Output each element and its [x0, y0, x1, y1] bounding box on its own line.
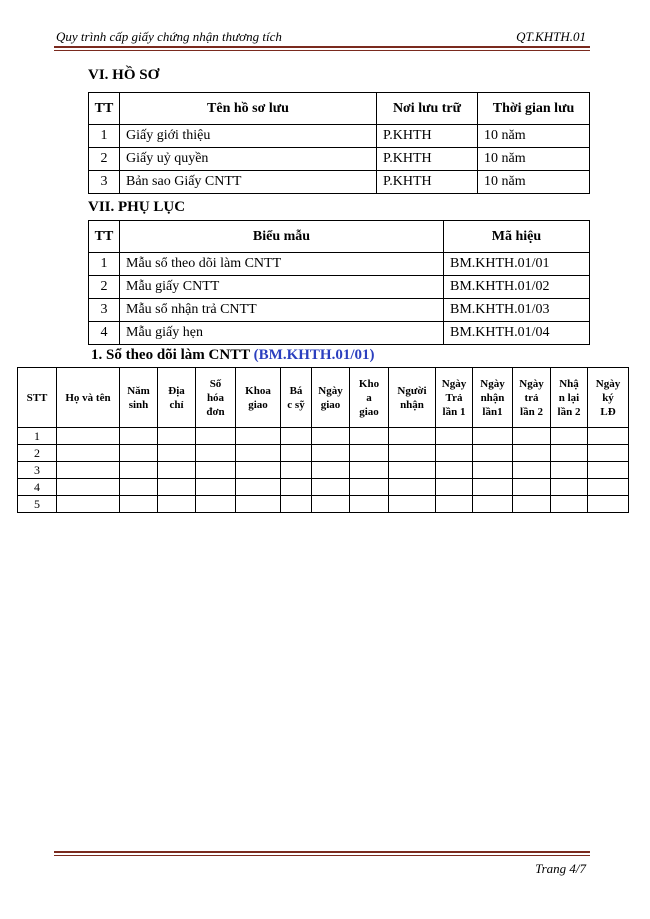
table-cell: P.KHTH — [377, 171, 478, 194]
table-cell — [57, 479, 120, 496]
column-header — [588, 368, 629, 428]
table-cell — [551, 445, 588, 462]
table-cell — [436, 496, 473, 513]
table-cell — [513, 445, 551, 462]
table-cell — [389, 445, 436, 462]
table-cell — [196, 479, 236, 496]
column-header — [18, 368, 57, 428]
section-phu-luc-title: VII. PHỤ LỤC — [88, 199, 186, 215]
table-cell — [236, 445, 281, 462]
table-cell: Giấy uỷ quyền — [120, 148, 377, 171]
table-cell — [312, 445, 350, 462]
table-cell — [158, 428, 196, 445]
table-cell: BM.KHTH.01/04 — [444, 322, 590, 345]
table-cell — [196, 428, 236, 445]
table-cell: 4 — [89, 322, 120, 345]
table-cell — [350, 445, 389, 462]
column-header-line: Địa — [168, 384, 185, 397]
table-cell — [473, 496, 513, 513]
tracking-table — [17, 367, 629, 513]
table-cell — [350, 462, 389, 479]
column-header-line: Bá — [289, 384, 303, 397]
table-cell — [120, 445, 158, 462]
table-cell — [281, 496, 312, 513]
table-cell: Mẫu sổ theo dõi làm CNTT — [120, 253, 444, 276]
table-cell — [588, 428, 629, 445]
table-cell — [281, 445, 312, 462]
table-row — [89, 276, 590, 299]
table-cell: Bản sao Giấy CNTT — [120, 171, 377, 194]
table-cell — [551, 479, 588, 496]
column-header-line: Trả — [445, 391, 463, 404]
page-header — [56, 29, 588, 45]
table-row — [18, 428, 629, 445]
column-header-line: lần 1 — [442, 405, 466, 418]
column-header-line: chỉ — [169, 398, 184, 411]
table-cell: Giấy giới thiệu — [120, 125, 377, 148]
table-cell — [236, 462, 281, 479]
column-header-line: Năm — [127, 384, 150, 397]
column-header-line: lần 2 — [557, 405, 581, 418]
column-header-line: Ngày — [441, 377, 467, 390]
column-header: Mã hiệu — [444, 221, 590, 253]
table-row — [18, 462, 629, 479]
table-cell — [158, 496, 196, 513]
table-cell: P.KHTH — [377, 125, 478, 148]
table-cell — [389, 428, 436, 445]
column-header-line: Ngày — [519, 377, 544, 390]
table-cell — [196, 445, 236, 462]
table-cell — [436, 428, 473, 445]
column-header-line: ký — [602, 391, 614, 404]
table-cell: 3 — [89, 171, 120, 194]
table-cell: 1 — [18, 428, 57, 445]
header-rule — [54, 46, 590, 51]
column-header-line: c sỹ — [287, 398, 305, 411]
column-header-line: trả — [524, 391, 539, 404]
table-row — [89, 299, 590, 322]
table-cell: 10 năm — [478, 148, 590, 171]
table-row — [89, 171, 590, 194]
column-header-line: nhận — [400, 398, 424, 411]
column-header — [312, 368, 350, 428]
table-cell — [120, 462, 158, 479]
column-header — [551, 368, 588, 428]
column-header — [281, 368, 312, 428]
column-header-line: Ngày — [480, 377, 505, 390]
column-header-line: giao — [359, 405, 379, 418]
table-cell — [588, 445, 629, 462]
column-header-line: Kho — [358, 377, 380, 390]
records-table — [88, 92, 590, 194]
table-cell — [236, 428, 281, 445]
table-cell — [350, 496, 389, 513]
table-cell: 2 — [89, 276, 120, 299]
table-cell — [312, 496, 350, 513]
table-cell — [350, 428, 389, 445]
table-cell — [312, 428, 350, 445]
table-cell — [196, 496, 236, 513]
table-cell — [120, 428, 158, 445]
table-row — [89, 148, 590, 171]
table-cell — [158, 445, 196, 462]
column-header: TT — [89, 93, 120, 125]
table-cell — [513, 479, 551, 496]
document-title: Quy trình cấp giấy chứng nhận thương tích — [56, 29, 282, 44]
column-header-line: nhận — [480, 391, 505, 404]
table-cell — [473, 462, 513, 479]
column-header-line: giao — [248, 398, 268, 411]
table-cell: 2 — [89, 148, 120, 171]
table-cell — [312, 462, 350, 479]
column-header-line: a — [366, 391, 372, 404]
form-title-text: 1. Sổ theo dõi làm CNTT — [91, 347, 250, 363]
column-header: Nơi lưu trữ — [377, 93, 478, 125]
column-header-line: Ngày — [595, 377, 621, 390]
form-code: (BM.KHTH.01/01) — [253, 347, 375, 363]
table-cell: 3 — [18, 462, 57, 479]
table-cell: BM.KHTH.01/02 — [444, 276, 590, 299]
column-header: Thời gian lưu — [478, 93, 590, 125]
table-cell — [158, 479, 196, 496]
column-header — [196, 368, 236, 428]
column-header: Biểu mẫu — [120, 221, 444, 253]
column-header-line: đơn — [206, 405, 225, 418]
table-cell — [281, 428, 312, 445]
table-cell — [57, 496, 120, 513]
table-cell: BM.KHTH.01/01 — [444, 253, 590, 276]
column-header — [57, 368, 120, 428]
page-number: Trang 4/7 — [535, 861, 586, 876]
table-cell — [120, 479, 158, 496]
table-row — [89, 322, 590, 345]
table-cell: Mẫu giấy hẹn — [120, 322, 444, 345]
table-cell — [436, 479, 473, 496]
table-cell — [588, 479, 629, 496]
document-code: QT.KHTH.01 — [516, 29, 586, 44]
table-row — [18, 479, 629, 496]
table-cell: Mẫu giấy CNTT — [120, 276, 444, 299]
table-cell: 2 — [18, 445, 57, 462]
table-cell: P.KHTH — [377, 148, 478, 171]
column-header-line: STT — [26, 391, 48, 404]
footer-rule — [54, 851, 590, 856]
column-header-line: lần1 — [482, 405, 503, 418]
table-row — [18, 496, 629, 513]
column-header-line: Nhậ — [559, 377, 579, 390]
table-cell — [158, 462, 196, 479]
table-cell — [312, 479, 350, 496]
column-header-line: hóa — [206, 391, 225, 404]
table-cell — [513, 428, 551, 445]
column-header — [436, 368, 473, 428]
form-title — [91, 347, 375, 364]
table-cell — [513, 496, 551, 513]
column-header-line: Người — [397, 384, 427, 397]
column-header — [158, 368, 196, 428]
table-cell: 10 năm — [478, 171, 590, 194]
column-header — [389, 368, 436, 428]
column-header — [513, 368, 551, 428]
table-cell — [389, 496, 436, 513]
table-cell — [389, 479, 436, 496]
table-cell: 1 — [89, 253, 120, 276]
section-ho-so-title: VI. HỒ SƠ — [88, 67, 160, 83]
column-header: TT — [89, 221, 120, 253]
table-cell — [57, 462, 120, 479]
table-cell — [57, 428, 120, 445]
table-cell — [350, 479, 389, 496]
column-header-line: giao — [320, 398, 341, 411]
table-cell: Mẫu sổ nhận trả CNTT — [120, 299, 444, 322]
table-cell — [436, 445, 473, 462]
table-cell — [436, 462, 473, 479]
appendix-table — [88, 220, 590, 345]
table-cell — [513, 462, 551, 479]
table-row — [18, 445, 629, 462]
table-cell: 10 năm — [478, 125, 590, 148]
table-cell — [281, 479, 312, 496]
table-cell: 1 — [89, 125, 120, 148]
table-cell — [473, 445, 513, 462]
table-cell: 3 — [89, 299, 120, 322]
column-header-line: LĐ — [600, 405, 616, 418]
table-cell: BM.KHTH.01/03 — [444, 299, 590, 322]
table-cell: 4 — [18, 479, 57, 496]
column-header-line: Họ và tên — [65, 391, 111, 404]
column-header — [473, 368, 513, 428]
table-cell — [473, 428, 513, 445]
table-row — [89, 253, 590, 276]
table-cell — [196, 462, 236, 479]
table-row — [89, 125, 590, 148]
table-cell — [588, 462, 629, 479]
table-cell — [236, 479, 281, 496]
column-header-line: Khoa — [245, 384, 271, 397]
column-header-line: sinh — [128, 398, 149, 411]
table-cell — [281, 462, 312, 479]
table-cell — [120, 496, 158, 513]
column-header: Tên hồ sơ lưu — [120, 93, 377, 125]
column-header-line: lần 2 — [520, 405, 543, 418]
column-header — [350, 368, 389, 428]
table-cell — [473, 479, 513, 496]
column-header — [236, 368, 281, 428]
table-cell — [389, 462, 436, 479]
table-cell — [551, 462, 588, 479]
table-cell — [551, 428, 588, 445]
table-cell — [551, 496, 588, 513]
column-header — [120, 368, 158, 428]
table-cell — [236, 496, 281, 513]
table-cell — [57, 445, 120, 462]
table-cell: 5 — [18, 496, 57, 513]
column-header-line: n lại — [558, 391, 580, 404]
column-header-line: Ngày — [318, 384, 343, 397]
table-cell — [588, 496, 629, 513]
column-header-line: Số — [209, 377, 222, 390]
